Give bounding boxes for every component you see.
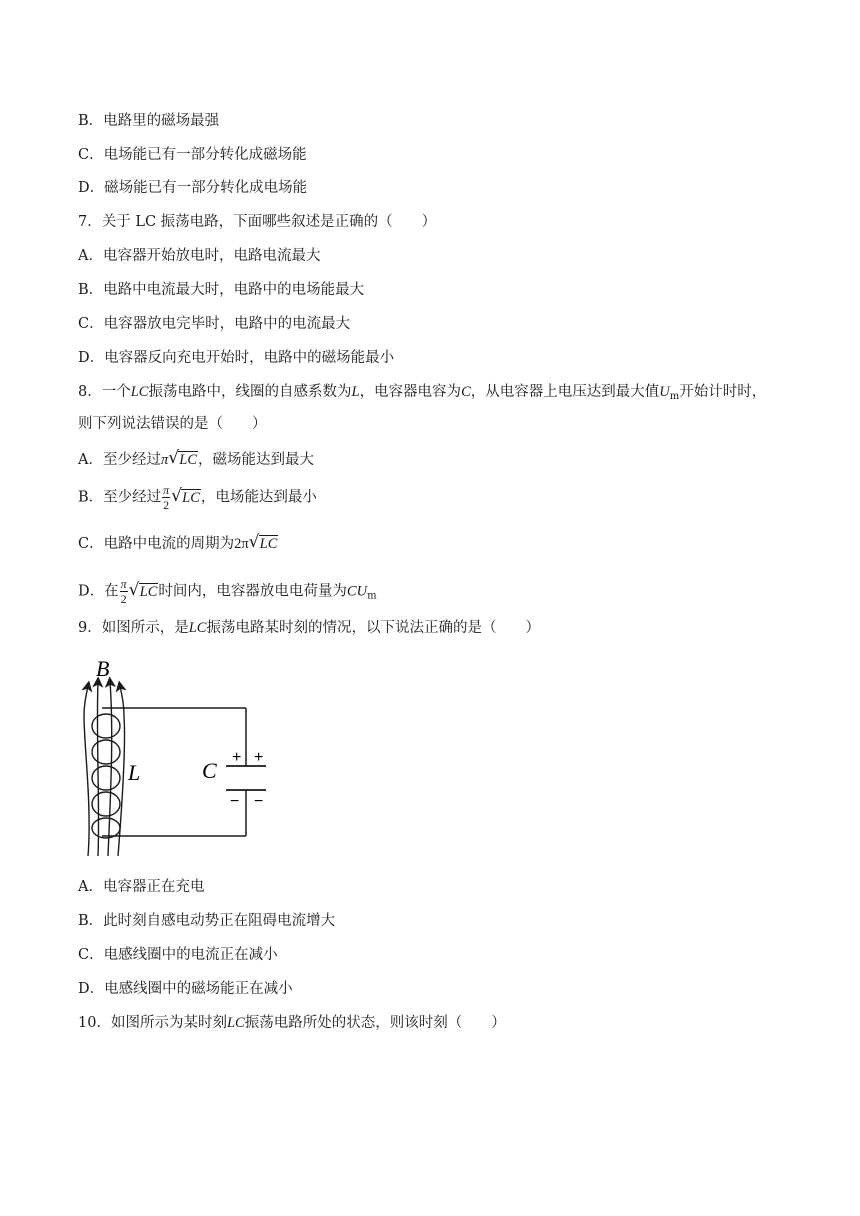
q8-option-a <box>78 450 314 470</box>
q8-stem-line2: 则下列说法错误的是（ ） <box>78 416 267 432</box>
q8-text: ，电容器电容为 <box>359 384 462 400</box>
sqrt-radicand: LC <box>259 536 278 552</box>
field-label-b: B <box>96 656 110 681</box>
q6-option-c: C．电场能已有一部分转化成磁场能 <box>78 147 307 163</box>
fraction-pi-over-2 <box>120 578 128 605</box>
inductor-coil <box>92 714 120 838</box>
capacitor <box>226 766 266 790</box>
q10-text: 10．如图所示为某时刻 <box>78 1015 227 1031</box>
q8-sub-m: m <box>367 590 377 602</box>
q7-option-d: D．电容器反向充电开始时，电路中的磁场能最小 <box>78 350 395 366</box>
q10-text: 振荡电路所处的状态，则该时刻（ ） <box>244 1015 506 1031</box>
q10-lc: LC <box>226 1015 245 1031</box>
sqrt-lc <box>169 450 198 470</box>
sqrt-lc <box>250 534 279 554</box>
q9-stem <box>78 618 540 638</box>
minus-sign: − <box>230 793 240 810</box>
fraction-num: π <box>163 483 170 497</box>
q9-option-d: D．电感线圈中的磁场能正在减小 <box>78 981 293 997</box>
fraction-den: 2 <box>163 498 170 512</box>
q6-option-b: B．电路里的磁场最强 <box>78 113 220 129</box>
q8-pi: π <box>160 452 169 468</box>
q8-lc: LC <box>130 384 149 400</box>
sqrt-lc <box>172 488 201 508</box>
q7-stem: 7．关于 LC 振荡电路，下面哪些叙述是正确的（ ） <box>78 214 437 230</box>
q8-text: ，电场能达到最小 <box>200 489 317 506</box>
q8-text: D．在 <box>78 583 119 600</box>
q10-stem <box>78 1013 506 1033</box>
inductor-label-l: L <box>128 760 141 785</box>
q8-text: C．电路中电流的周期为 <box>78 536 235 552</box>
q7-option-c: C．电容器放电完毕时，电路中的电流最大 <box>78 316 351 332</box>
q8-text: B．至少经过 <box>78 489 162 506</box>
plus-sign: + <box>254 749 264 766</box>
q9-lc: LC <box>188 620 207 636</box>
sqrt-lc <box>130 582 159 602</box>
fraction-num: π <box>120 577 127 591</box>
q8-text: ，磁场能达到最大 <box>198 452 314 468</box>
sqrt-radicand: LC <box>179 452 197 468</box>
sqrt-radicand: LC <box>182 489 200 506</box>
q8-sub-m: m <box>669 391 680 402</box>
q9-option-a: A．电容器正在充电 <box>78 879 205 895</box>
q8-option-d <box>78 578 377 607</box>
q6-option-d: D．磁场能已有一部分转化成电场能 <box>78 180 308 196</box>
plus-sign: + <box>232 749 242 766</box>
q8-l: L <box>351 384 360 400</box>
q8-text: ，从电容器上电压达到最大值 <box>470 384 660 400</box>
minus-sign: − <box>254 793 264 810</box>
q8-text: 开始计时时， <box>679 384 767 400</box>
q9-option-b: B．此时刻自感电动势正在阻碍电流增大 <box>78 913 336 929</box>
q9-text: 9．如图所示，是 <box>78 620 189 636</box>
q9-option-c: C．电感线圈中的电流正在减小 <box>78 947 278 963</box>
q8-text: 振荡电路中，线圈的自感系数为 <box>148 384 352 400</box>
q8-cu: CU <box>346 583 368 600</box>
q8-c: C <box>461 384 471 400</box>
fraction-pi-over-2 <box>162 484 170 511</box>
q7-option-a: A．电容器开始放电时，电路电流最大 <box>78 248 321 264</box>
q8-two-pi: 2π <box>234 536 249 552</box>
fraction-den: 2 <box>120 592 127 606</box>
lc-circuit-diagram <box>74 656 274 856</box>
q8-stem-line1 <box>78 382 766 407</box>
q9-text: 振荡电路某时刻的情况，以下说法正确的是（ ） <box>206 620 540 636</box>
q8-option-c <box>78 534 278 554</box>
sqrt-radicand: LC <box>139 583 158 600</box>
capacitor-label-c: C <box>202 758 217 783</box>
q7-option-b: B．电路中电流最大时，电路中的电场能最大 <box>78 282 365 298</box>
q8-option-b <box>78 484 317 511</box>
q8-text: A．至少经过 <box>78 452 161 468</box>
q8-u: U <box>659 384 670 400</box>
q8-text: 时间内，电容器放电电荷量为 <box>158 583 347 600</box>
q8-text: 8．一个 <box>78 384 131 400</box>
